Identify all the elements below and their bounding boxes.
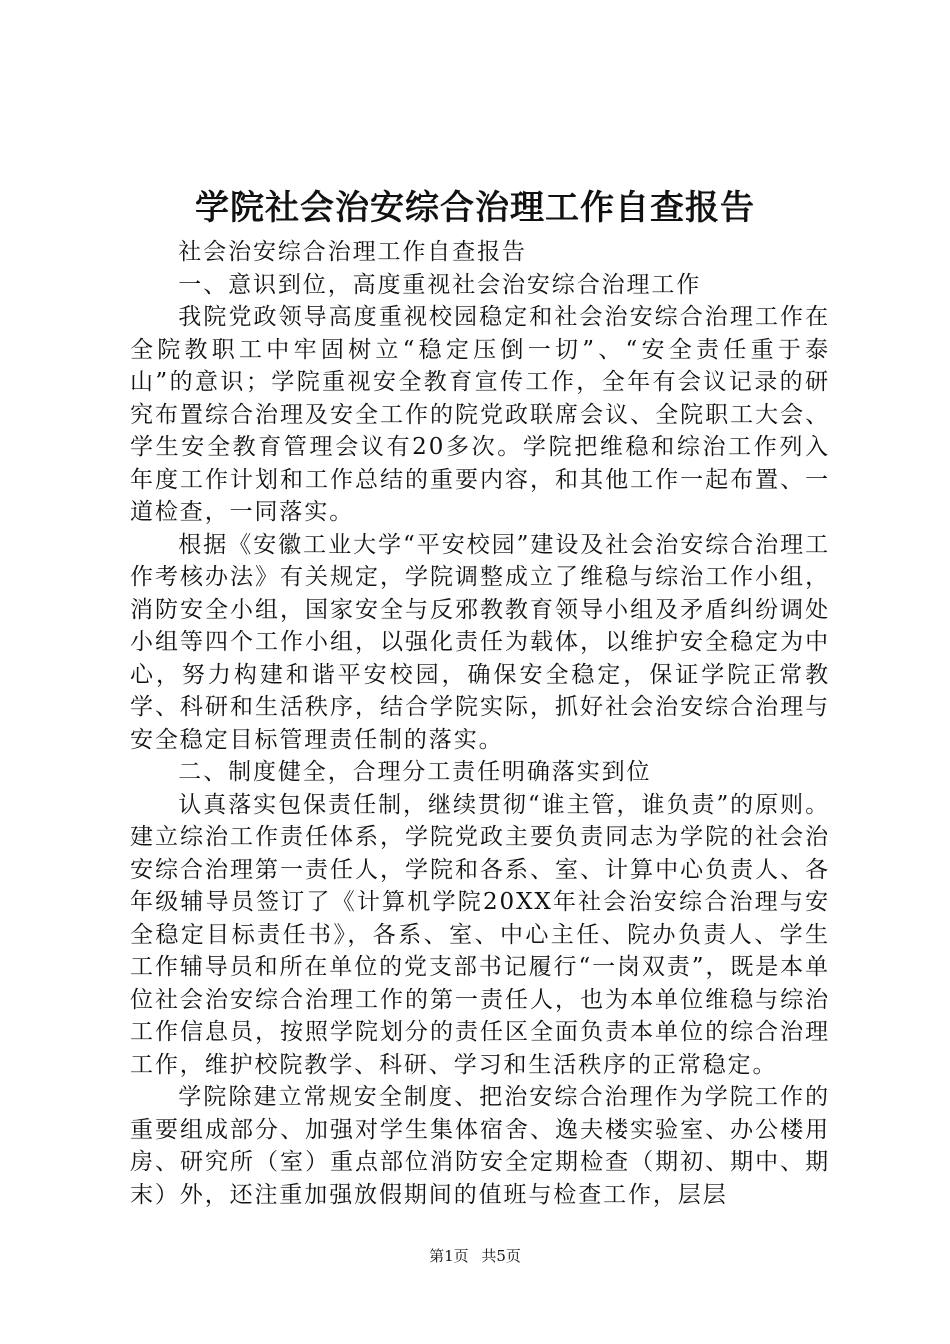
page-number: 第1页 [429,1247,469,1265]
body-paragraph: 根据《安徽工业大学“平安校园”建设及社会治安综合治理工作考核办法》有关规定，学院调整成立了维稳与综治工作小组，消防安全小组，国家安全与反邪教教育领导小组及矛盾纠纷调处小组等四个工作小组，以强化责任为载体，以维护安全稳定为中心，努力构建和谐平安校园，确保安全稳定，保证学院正常教学、科研和生活秩序，结合学院实际，抓好社会治安综合治理与安全稳定目标管理责任制的落实。 [130,531,830,753]
subtitle-paragraph: 社会治安综合治理工作自查报告 [178,239,527,265]
body-paragraph: 我院党政领导高度重视校园稳定和社会治安综合治理工作在全院教职工中牢固树立“稳定压倒一切”、“安全责任重于泰山”的意识；学院重视安全教育宣传工作，全年有会议记录的研究布置综合治理及安全工作的院党政联席会议、全院职工大会、学生安全教育管理会议有20多次。学院把维稳和综治工作列入年度工作计划和工作总结的重要内容，和其他工作一起布置、一道检查，一同落实。 [130,304,830,525]
body-paragraph: 认真落实包保责任制，继续贯彻“谁主管，谁负责”的原则。建立综治工作责任体系，学院党政主要负责同志为学院的社会治安综合治理第一责任人，学院和各系、室、计算中心负责人、各年级辅导员签订了《计算机学院20XX年社会治安综合治理与安全稳定目标责任书》，各系、室、中心主任、院办负责人、学生工作辅导员和所在单位的党支部书记履行“一岗双责”，既是本单位社会治安综合治理工作的第一责任人，也为本单位维稳与综治工作信息员，按照学院划分的责任区全面负责本单位的综合治理工作，维护校院教学、科研、学习和生活秩序的正常稳定。 [130,791,830,1078]
page-footer [0,1246,950,1266]
document-title: 学院社会治安综合治理工作自查报告 [195,188,755,228]
section-heading-2: 二、制度健全，合理分工责任明确落实到位 [178,759,652,785]
section-heading-1: 一、意识到位，高度重视社会治安综合治理工作 [178,271,702,298]
page-total: 共5页 [481,1247,521,1265]
document-body [130,236,830,1211]
body-paragraph: 学院除建立常规安全制度、把治安综合治理作为学院工作的重要组成部分、加强对学生集体宿舍、逸夫楼实验室、办公楼用房、研究所（室）重点部位消防安全定期检查（期初、期中、期末）外，还注重加强放假期间的值班与检查工作，层层 [130,1084,830,1208]
